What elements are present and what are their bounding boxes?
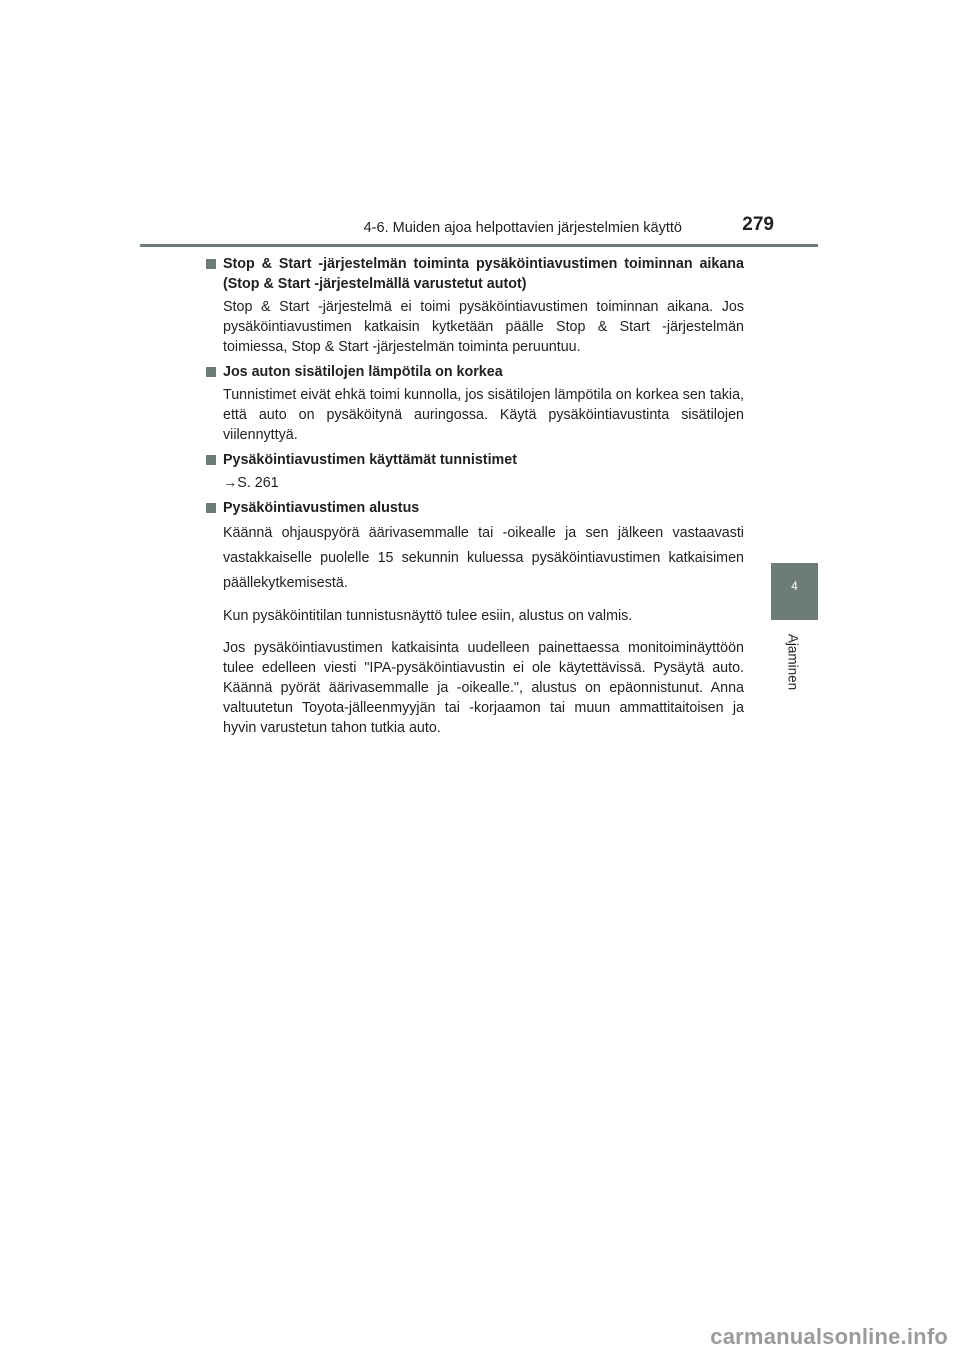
paragraph: Stop & Start -järjestelmä ei toimi pysäköintiavustimen toiminnan aikana. Jos pysäköintiavustimen katkaisin kytketään päälle Stop & Start -järjestelmän toimiessa, Stop & Start -järjestelmän toiminta peruuntuu.: [223, 299, 744, 355]
section-title: 4-6. Muiden ajoa helpottavien järjestelmien käyttö: [363, 220, 682, 236]
section-sensors: [206, 450, 744, 493]
section-heading-text: Pysäköintiavustimen käyttämät tunnistimet: [223, 452, 517, 468]
paragraph: Käännä ohjauspyörä äärivasemmalle tai -oikealle ja sen jälkeen vastaavasti vastakkaiselle puolelle 15 sekunnin kuluessa pysäköintiavustimen katkaisimen päällekytkemisestä.: [223, 525, 744, 591]
square-bullet-icon: [206, 259, 216, 269]
main-content: [206, 254, 744, 743]
chapter-tab: [771, 563, 818, 620]
chapter-number: 4: [791, 579, 798, 593]
page-header: [140, 214, 818, 246]
watermark: carmanualsonline.info: [710, 1324, 948, 1349]
section-high-temperature: [206, 362, 744, 445]
paragraph: Kun pysäköintitilan tunnistusnäyttö tulee esiin, alustus on valmis.: [223, 608, 633, 624]
chapter-label: Ajaminen: [785, 633, 801, 691]
header-rule: [140, 244, 818, 247]
section-initialization: [206, 498, 744, 738]
page-number: 279: [742, 214, 774, 235]
section-heading-text: Pysäköintiavustimen alustus: [223, 500, 420, 516]
section-heading-text: Stop & Start -järjestelmän toiminta pysäköintiavustimen toiminnan aikana (Stop & Start -järjestelmällä varustetut autot): [223, 256, 744, 292]
paragraph: Tunnistimet eivät ehkä toimi kunnolla, jos sisätilojen lämpötila on korkea sen takia, että auto on pysäköitynä auringossa. Käytä pysäköintiavustinta sisätilojen viilennyttyä.: [223, 387, 744, 443]
section-heading: [206, 362, 744, 382]
square-bullet-icon: [206, 367, 216, 377]
section-heading: [206, 254, 744, 294]
square-bullet-icon: [206, 455, 216, 465]
section-stop-start: [206, 254, 744, 357]
section-heading: [206, 450, 744, 470]
paragraph: Jos pysäköintiavustimen katkaisinta uudelleen painettaessa monitoiminäyttöön tulee edelleen viesti "IPA-pysäköintiavustin ei ole käytettävissä. Pysäytä auto. Käännä pyörät äärivasemmalle ja -oikealle.", alustus on epäonnistunut. Anna valtuutetun Toyota-jälleenmyyjän tai -korjaamon tai muun ammattitaitoisen ja hyvin varustetun tahon tutkia auto.: [223, 640, 744, 736]
section-heading: [206, 498, 744, 518]
section-heading-text: Jos auton sisätilojen lämpötila on korkea: [223, 364, 503, 380]
chapter-label-box: [778, 627, 808, 697]
square-bullet-icon: [206, 503, 216, 513]
page-reference-link[interactable]: →S. 261: [223, 475, 279, 491]
